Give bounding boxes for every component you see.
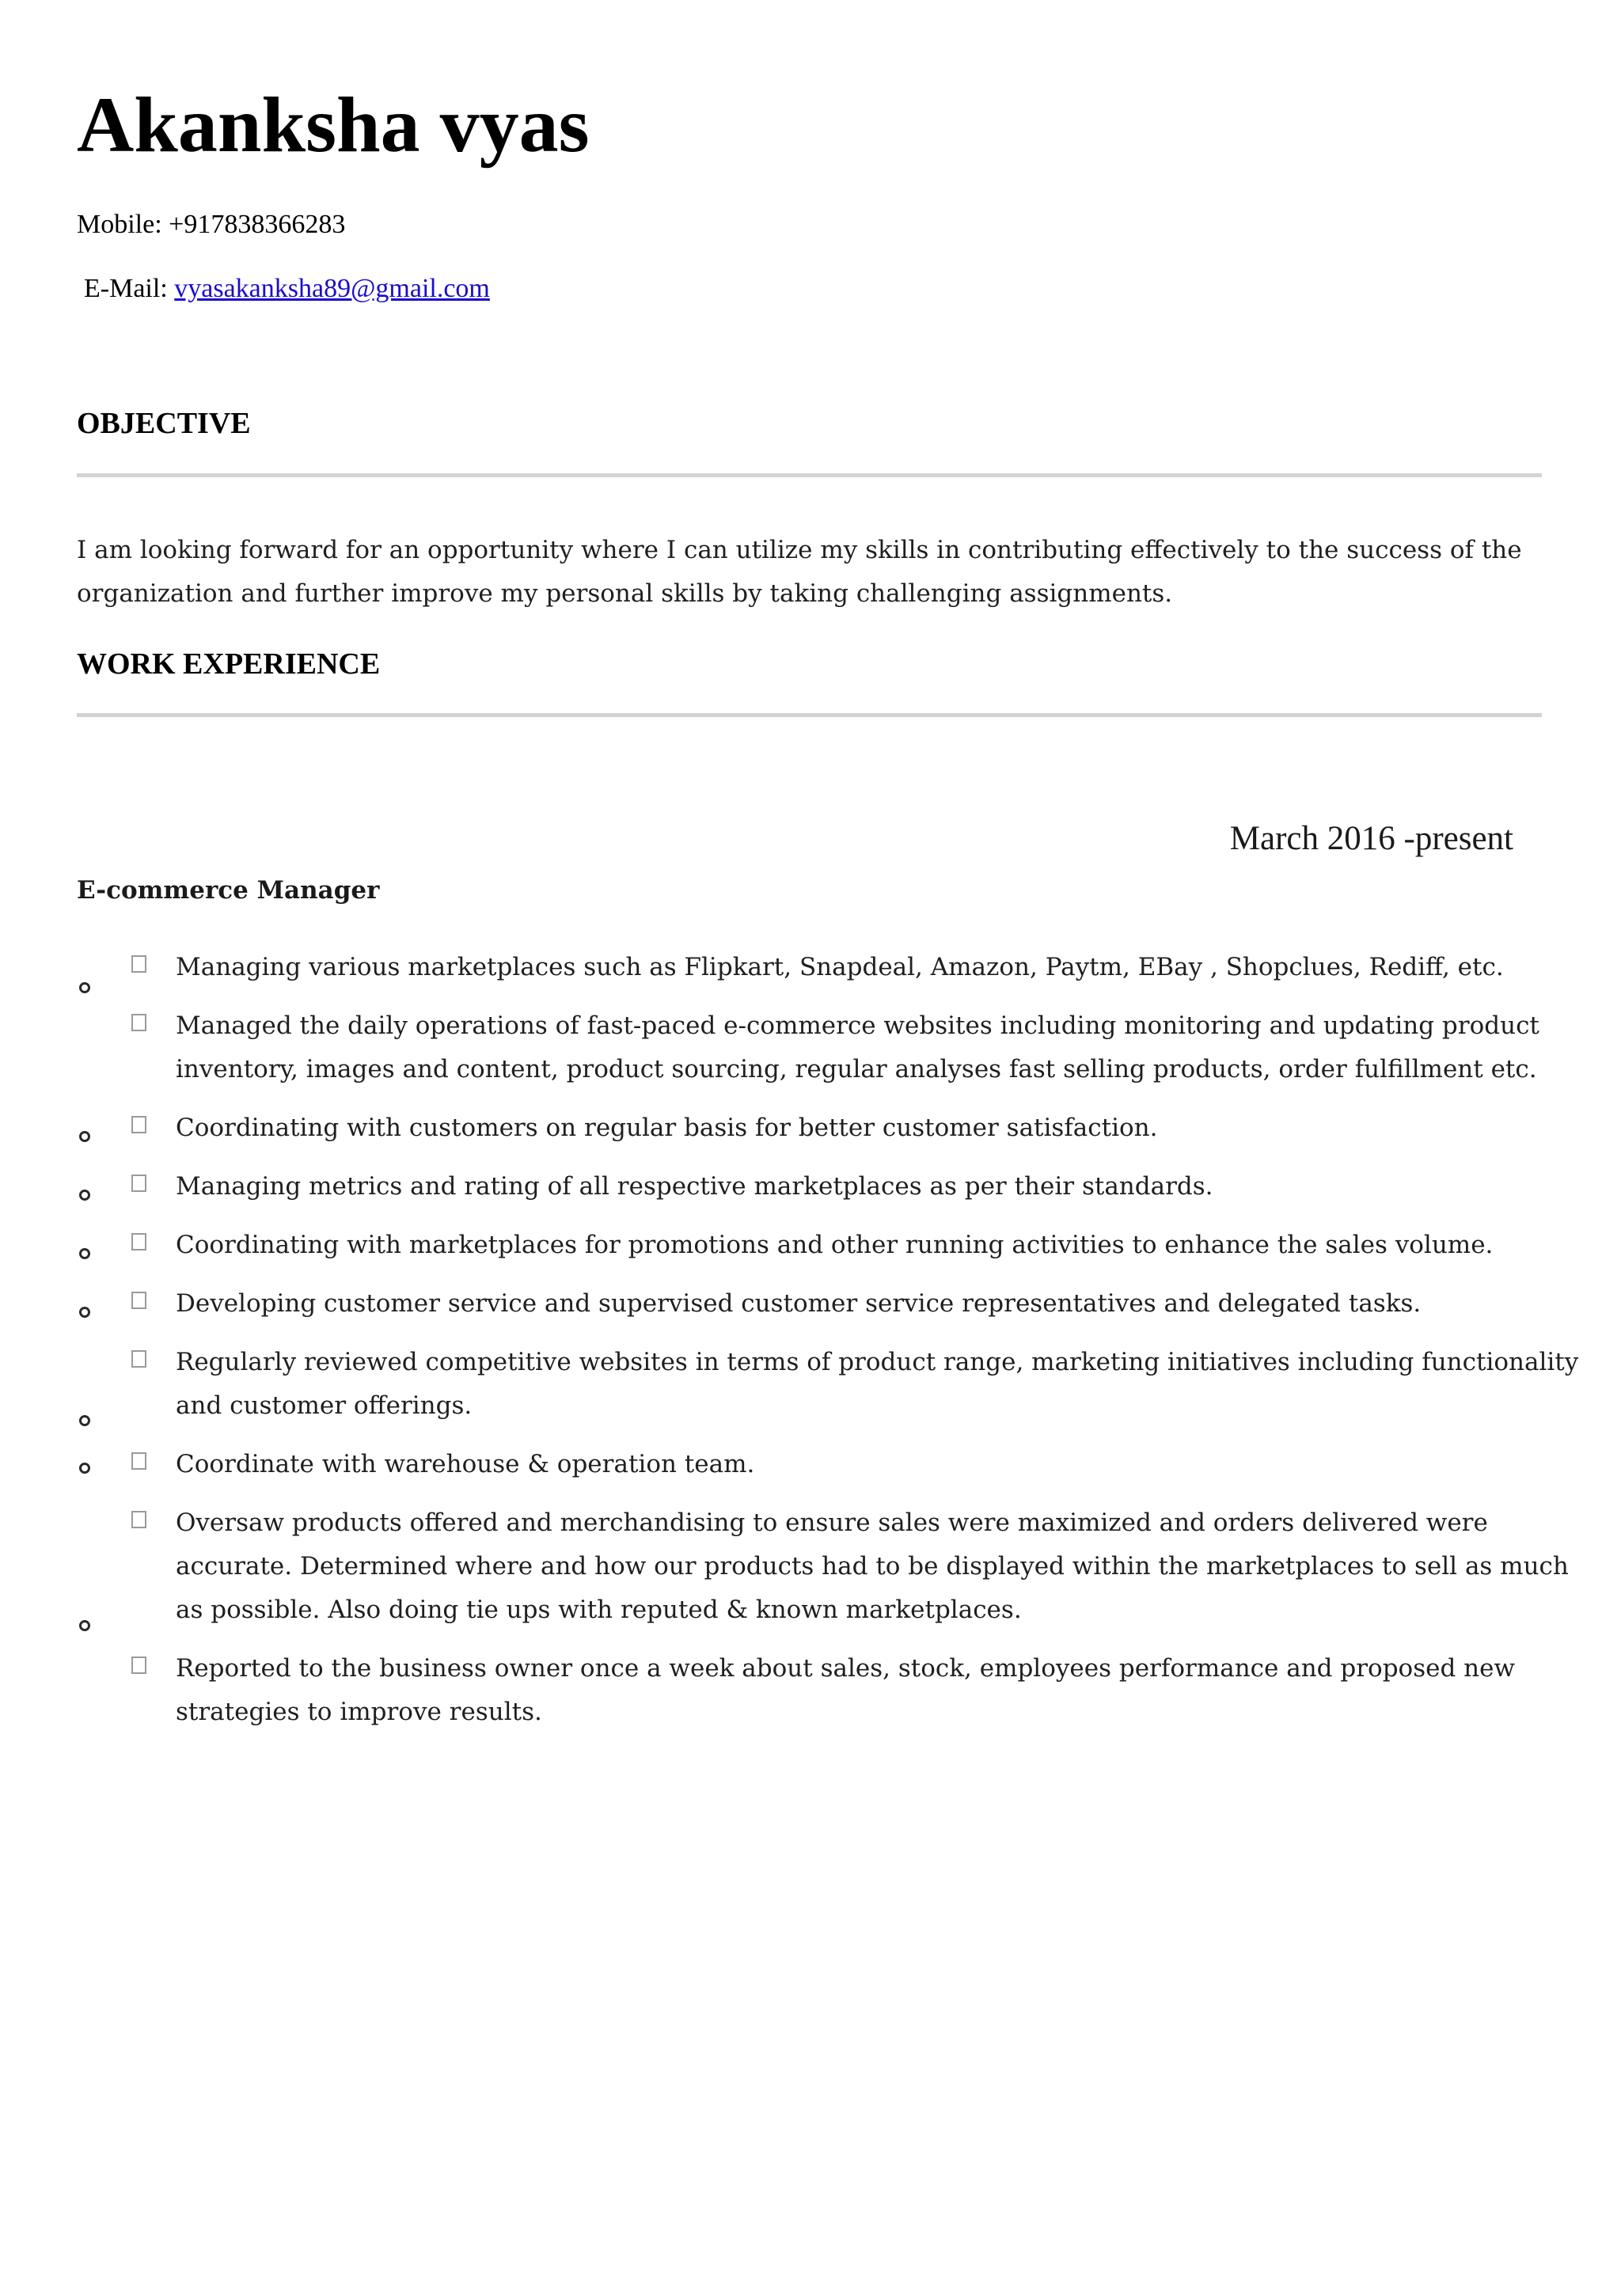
ring-bullet-icon xyxy=(79,1131,90,1142)
duty-text: Managing various marketplaces such as Flipkart, Snapdeal, Amazon, Paytm, EBay , Shopclues, Rediff, etc. xyxy=(176,953,1504,981)
email-label: E-Mail: xyxy=(84,274,168,303)
duty-item xyxy=(0,1341,1621,1428)
checkbox-bullet-icon xyxy=(131,1014,146,1031)
duty-item xyxy=(0,1165,1621,1209)
duty-item xyxy=(0,1443,1621,1486)
duty-list xyxy=(0,946,1621,1749)
checkbox-bullet-icon xyxy=(131,1350,146,1368)
objective-divider xyxy=(77,473,1542,477)
checkbox-bullet-icon xyxy=(131,1452,146,1470)
duty-item xyxy=(0,946,1621,989)
duty-item xyxy=(0,1647,1621,1734)
ring-bullet-icon xyxy=(79,1307,90,1318)
duty-text: Coordinating with customers on regular basis for better customer satisfaction. xyxy=(176,1114,1158,1142)
duty-text: Oversaw products offered and merchandising to ensure sales were maximized and orders delivered were accurate. Determined where and how our products had to be displayed within the marketplaces to sell as much as possible. Also doing tie ups with reputed & known marketplaces. xyxy=(176,1509,1569,1624)
duty-text: Managing metrics and rating of all respective marketplaces as per their standards. xyxy=(176,1172,1213,1201)
employment-date-range: March 2016 -present xyxy=(1229,820,1513,857)
checkbox-bullet-icon xyxy=(131,1511,146,1528)
objective-text: I am looking forward for an opportunity where I can utilize my skills in contributing effectively to the success of the organization and further improve my personal skills by taking challenging assignments. xyxy=(77,536,1522,608)
checkbox-bullet-icon xyxy=(131,1116,146,1133)
duty-item xyxy=(0,1004,1621,1091)
ring-bullet-icon xyxy=(79,1415,90,1426)
duty-item xyxy=(0,1501,1621,1632)
mobile-label: Mobile: xyxy=(77,210,162,239)
duty-text: Coordinating with marketplaces for promotions and other running activities to enhance the sales volume. xyxy=(176,1231,1494,1259)
ring-bullet-icon xyxy=(79,1620,90,1631)
mobile-number: +917838366283 xyxy=(169,210,346,239)
checkbox-bullet-icon xyxy=(131,955,146,973)
ring-bullet-icon xyxy=(79,982,90,993)
candidate-name: Akanksha vyas xyxy=(77,81,590,169)
ring-bullet-icon xyxy=(79,1190,90,1201)
duty-text: Managed the daily operations of fast-paced e-commerce websites including monitoring and updating product inventory, images and content, product sourcing, regular analyses fast selling products, order fulfillment etc. xyxy=(176,1011,1539,1083)
duty-item xyxy=(0,1224,1621,1267)
ring-bullet-icon xyxy=(79,1463,90,1474)
duty-text: Developing customer service and supervised customer service representatives and delegated tasks. xyxy=(176,1289,1422,1318)
work-experience-divider xyxy=(77,713,1542,717)
ring-bullet-icon xyxy=(79,1248,90,1259)
checkbox-bullet-icon xyxy=(131,1175,146,1192)
work-experience-heading: WORK EXPERIENCE xyxy=(77,647,381,681)
job-title: E-commerce Manager xyxy=(77,876,380,905)
checkbox-bullet-icon xyxy=(131,1292,146,1309)
email-line xyxy=(84,273,490,305)
objective-heading: OBJECTIVE xyxy=(77,407,251,440)
duty-item xyxy=(0,1282,1621,1326)
duty-text: Regularly reviewed competitive websites in terms of product range, marketing initiatives including functionality and customer offerings. xyxy=(176,1348,1579,1420)
mobile-line xyxy=(77,209,345,241)
duty-item xyxy=(0,1106,1621,1150)
duty-text: Reported to the business owner once a week about sales, stock, employees performance and proposed new strategies to improve results. xyxy=(176,1654,1515,1726)
email-link[interactable]: vyasakanksha89@gmail.com xyxy=(174,274,490,303)
duty-text: Coordinate with warehouse & operation team. xyxy=(176,1450,755,1478)
checkbox-bullet-icon xyxy=(131,1657,146,1674)
checkbox-bullet-icon xyxy=(131,1233,146,1250)
